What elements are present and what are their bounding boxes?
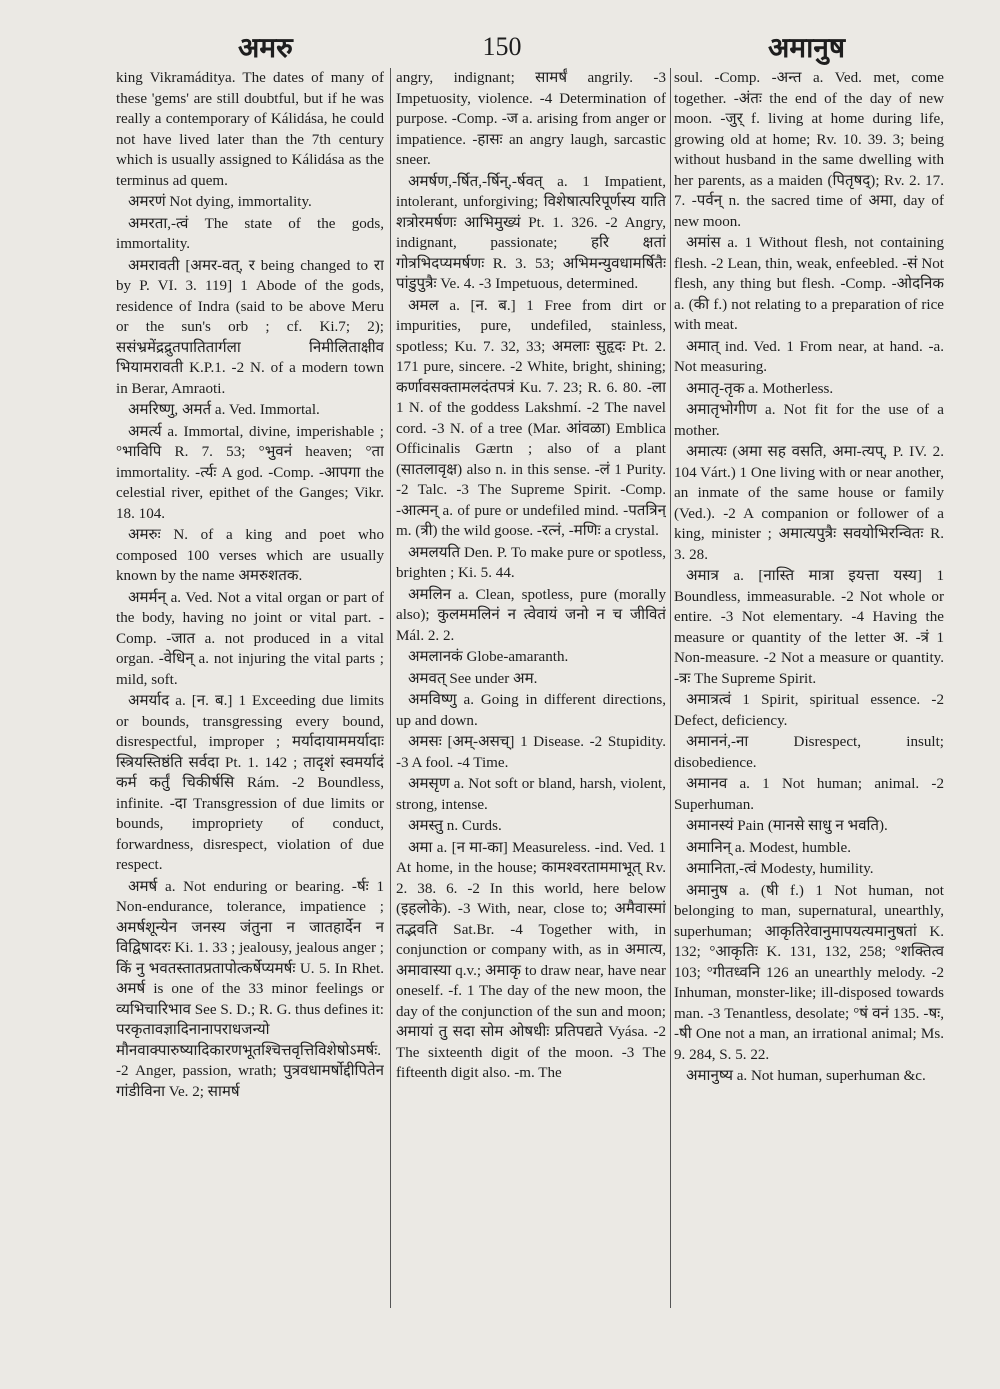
column-divider — [390, 68, 391, 1308]
dictionary-entry: अमात्र a. [नास्ति मात्रा इयत्ता यस्य] 1 Boundless, immeasurable. -2 Not whole or entire. -3 Not elementary. -4 Having the measure or quantity of the letter अ. -त्रं 1 Non-measure. -2 Not a measure or quantity. -त्रः The Supreme Spirit. — [674, 568, 944, 687]
dictionary-entry: अमरावती [अमर-वत्, र being changed to रा by P. VI. 3. 119] 1 Abode of the gods, residence of Indra (said to be above Meru or the sun's orb ; cf. Ki.7; 2); ससंभ्रमेंद्रद्रुतपातितार्गला निमीलिताक्षीव भियामरावती K.P.1. -2 N. of a modern town in Berar, Amraoti. — [116, 257, 384, 397]
dictionary-entry: अमात्यः (अमा सह वसति, अमा-त्यप्, P. IV. 2. 104 Várt.) 1 One living with or near another, an inmate of the same house or family (Ved.). -2 A companion or follower of a king, minister ; अमात्यपुत्रैः सवयोभिरन्वितः R. 3. 28. — [674, 444, 944, 563]
dictionary-entry: अमर्षण,-र्षित,-र्षिन्,-र्षवत् a. 1 Impatient, intolerant, unforgiving; विशेषात्परिपूर्णस्य याति शत्रोरमर्षणः आभिमुख्यं Pt. 1. 326. -2 Angry, indignant, passionate; हरि क्षतां गोत्रभिदप्यमर्षणः R. 3. 53; अभिमन्युवधामर्षितैः पांडुपुत्रैः Ve. 4. -3 Impetuous, determined. — [396, 173, 666, 292]
dictionary-entry: अमानस्यं Pain (मानसे साधु न भवति). — [686, 818, 888, 834]
dictionary-entry: अमरता,-त्वं The state of the gods, immortality. — [116, 215, 384, 252]
dictionary-entry: soul. -Comp. -अन्त a. Ved. met, come together. -अंतः the end of the day of new moon. -जुर् f. living at home during life, growing old at home; Rv. 10. 39. 3; being without husband in the same dwelling with her parents, as a maiden (पितृषद्); Rv. 2. 17. 7. -पर्वन् n. the sacred time of अमा, day of new moon. — [674, 70, 944, 230]
dictionary-entry: अमर्ष a. Not enduring or bearing. -र्षः 1 Non-endurance, tolerance, impatience ; अमर्षशून्येन जनस्य जंतुना न जातहार्देन न विद्विषादरः Ki. 1. 33 ; jealousy, jealous anger ; किं नु भवतस्तातप्रतापोत्कर्षेप्यमर्षः U. 5. In Rhet. अमर्ष is one of the 33 minor feelings or व्यभिचारिभाव See S. D.; R. G. thus defines it: परकृतावज्ञादिनानापराधजन्यो मौनवाक्पारुष्यादिकारणभूतश्चित्तवृत्तिविशेषोऽमर्षः. -2 Anger, passion, wrath; पुत्रवधामर्षोद्दीपितेन गांडीविना Ve. 2; सामर्ष — [116, 878, 384, 1100]
dictionary-entry: अमर्याद a. [न. ब.] 1 Exceeding due limits or bounds, transgressing every bound, disrespectful, improper ; मर्यादायाममर्यादाः स्त्रियस्तिष्ठंति सर्वदा Pt. 1. 142 ; तादृशं स्वमर्यादं कर्म कर्तुं चिकीर्षसि Rám. -2 Boundless, infinite. -दा Transgression of due limits or bounds, impropriety of conduct, forwardness, disrespect, violation of due respect. — [116, 693, 384, 873]
dictionary-entry: अमल a. [न. ब.] 1 Free from dirt or impurities, pure, undefiled, stainless, spotless; Ku. 7. 32, 33; अमलाः सुहृदः Pt. 2. 171 pure, sincere. -2 White, bright, shining; कर्णावसक्तामलदंतपत्रं Ku. 7. 23; R. 6. 80. -ला 1 N. of the goddess Lakshmí. -2 The navel cord. -3 N. of a tree (Mar. आंवळा) Emblica Officinalis Gærtn ; also of a plant (सातलावृक्ष) also n. in this sense. -लं 1 Purity. -2 Talc. -3 The Supreme Spirit. -Comp. -आत्मन् a. of pure or undefiled mind. -पतत्रिन् m. (त्री) the wild goose. -रत्नं, -मणिः a crystal. — [396, 297, 666, 539]
dictionary-entry: अमाननं,-ना Disrespect, insult; disobedience. — [674, 734, 944, 771]
dictionary-entry: अमा a. [न मा-का] Measureless. -ind. Ved. 1 At home, in the house; कामश्वरताममाभूत् Rv. 2. 38. 6. -2 In this world, here below (इहलोके). -3 With, near, close to; अमैवास्मां तद्भवति Sat.Br. -4 Together with, in conjunction or company with, as in अमात्य, अमावास्या q.v.; अमाकृ to draw near, have near oneself. -f. 1 The day of the new moon, the day of the conjunction of the sun and moon; अमायां तु सदा सोम ओषधीः प्रतिपद्यते Vyása. -2 The sixteenth digit of the moon. -3 The fifteenth digit also. -m. The — [396, 839, 666, 1081]
dictionary-entry: अमानुष्य a. Not human, superhuman &c. — [686, 1068, 926, 1084]
column-2 — [396, 68, 666, 1303]
dictionary-entry: अमरिष्णु, अमर्त a. Ved. Immortal. — [128, 402, 320, 418]
dictionary-entry: अमानुष a. (षी f.) 1 Not human, not belonging to man, supernatural, unearthly, superhuman; आकृतिरेवानुमापयत्यमानुषतां K. 132; °आकृतिः K. 131, 132, 258; °शक्तित्व 103; °गीतध्वनि 126 an unearthly melody. -2 Inhuman, monster-like; ill-disposed towards man. -3 Tenantless, desolate; °षं वनं 135. -षः, -षी One not a man, an irrational animal; Ms. 9. 284, S. 5. 22. — [674, 882, 944, 1063]
column-3 — [674, 68, 944, 1303]
running-header — [0, 20, 1000, 70]
dictionary-entry: अमरुः N. of a king and poet who composed 100 verses which are usually known by the name अमरुशतक. — [116, 527, 384, 584]
dictionary-entry: अमरणं Not dying, immortality. — [128, 194, 312, 210]
dictionary-entry: अमविष्णु a. Going in different directions, up and down. — [396, 692, 666, 729]
dictionary-entry: अमलयति Den. P. To make pure or spotless, brighten ; Ki. 5. 44. — [396, 544, 666, 581]
dictionary-entry: अमातृ-तृक a. Motherless. — [686, 380, 834, 397]
page-number: 150 — [482, 32, 522, 61]
column-1 — [116, 68, 384, 1303]
dictionary-entry: अमानिन् a. Modest, humble. — [686, 839, 852, 856]
dictionary-entry: अमसः [अम्-असच्] 1 Disease. -2 Stupidity. -3 A fool. -4 Time. — [396, 734, 666, 771]
dictionary-entry: अमानिता,-त्वं Modesty, humility. — [686, 861, 874, 877]
dictionary-entry: अमर्त्य a. Immortal, divine, imperishable ; °भाविपि R. 7. 53; °भुवनं heaven; °ता immortality. -र्त्यः A god. -Comp. -आपगा the celestial river, epithet of the Ganges; Vikr. 18. 104. — [116, 423, 384, 522]
dictionary-entry: अमर्मन् a. Ved. Not a vital organ or part of the body, having no joint or vital part. -Comp. -जात a. not produced in a vital organ. -वेधिन् a. not injuring the vital parts ; mild, soft. — [116, 589, 384, 688]
dictionary-entry: अमलिन a. Clean, spotless, pure (morally also); कुलममलिनं न त्वेवायं जनो न च जीवितं Mál. 2. 2. — [396, 586, 666, 644]
dictionary-entry: king Vikramáditya. The dates of many of these 'gems' are still doubtful, but if he was really a contemporary of Kálidása, he could not have lived later than the 7th century which is usually assigned to Kálidása as the terminus ad quem. — [116, 70, 384, 189]
right-catchword: अमानुष — [768, 31, 846, 64]
dictionary-entry: अमात् ind. Ved. 1 From near, at hand. -a. Not measuring. — [674, 338, 944, 375]
dictionary-entry: अमांस a. 1 Without flesh, not containing flesh. -2 Lean, thin, weak, enfeebled. -सं Not flesh, any thing but flesh. -Comp. -ओदनिक a. (की f.) not relating to a preparation of rice with meat. — [674, 235, 944, 333]
left-catchword: अमरु — [238, 31, 293, 64]
dictionary-entry: अमानव a. 1 Not human; animal. -2 Superhuman. — [674, 776, 944, 813]
dictionary-entry: अमस्तु n. Curds. — [408, 818, 502, 834]
dictionary-entry: अमसृण a. Not soft or bland, harsh, violent, strong, intense. — [396, 776, 666, 813]
dictionary-entry: अमातृभोगीण a. Not fit for the use of a mother. — [674, 402, 944, 439]
dictionary-entry: अमलानकं Globe-amaranth. — [408, 649, 569, 665]
dictionary-entry: अमात्रत्वं 1 Spirit, spiritual essence. -2 Defect, deficiency. — [674, 692, 944, 729]
dictionary-entry: angry, indignant; सामर्षं angrily. -3 Impetuosity, violence. -4 Determination of purpose. -Comp. -ज a. arising from anger or impatience. -हासः an angry laugh, sarcastic sneer. — [396, 70, 666, 168]
column-divider — [670, 68, 671, 1308]
dictionary-entry: अमवत् See under अम. — [408, 670, 538, 687]
